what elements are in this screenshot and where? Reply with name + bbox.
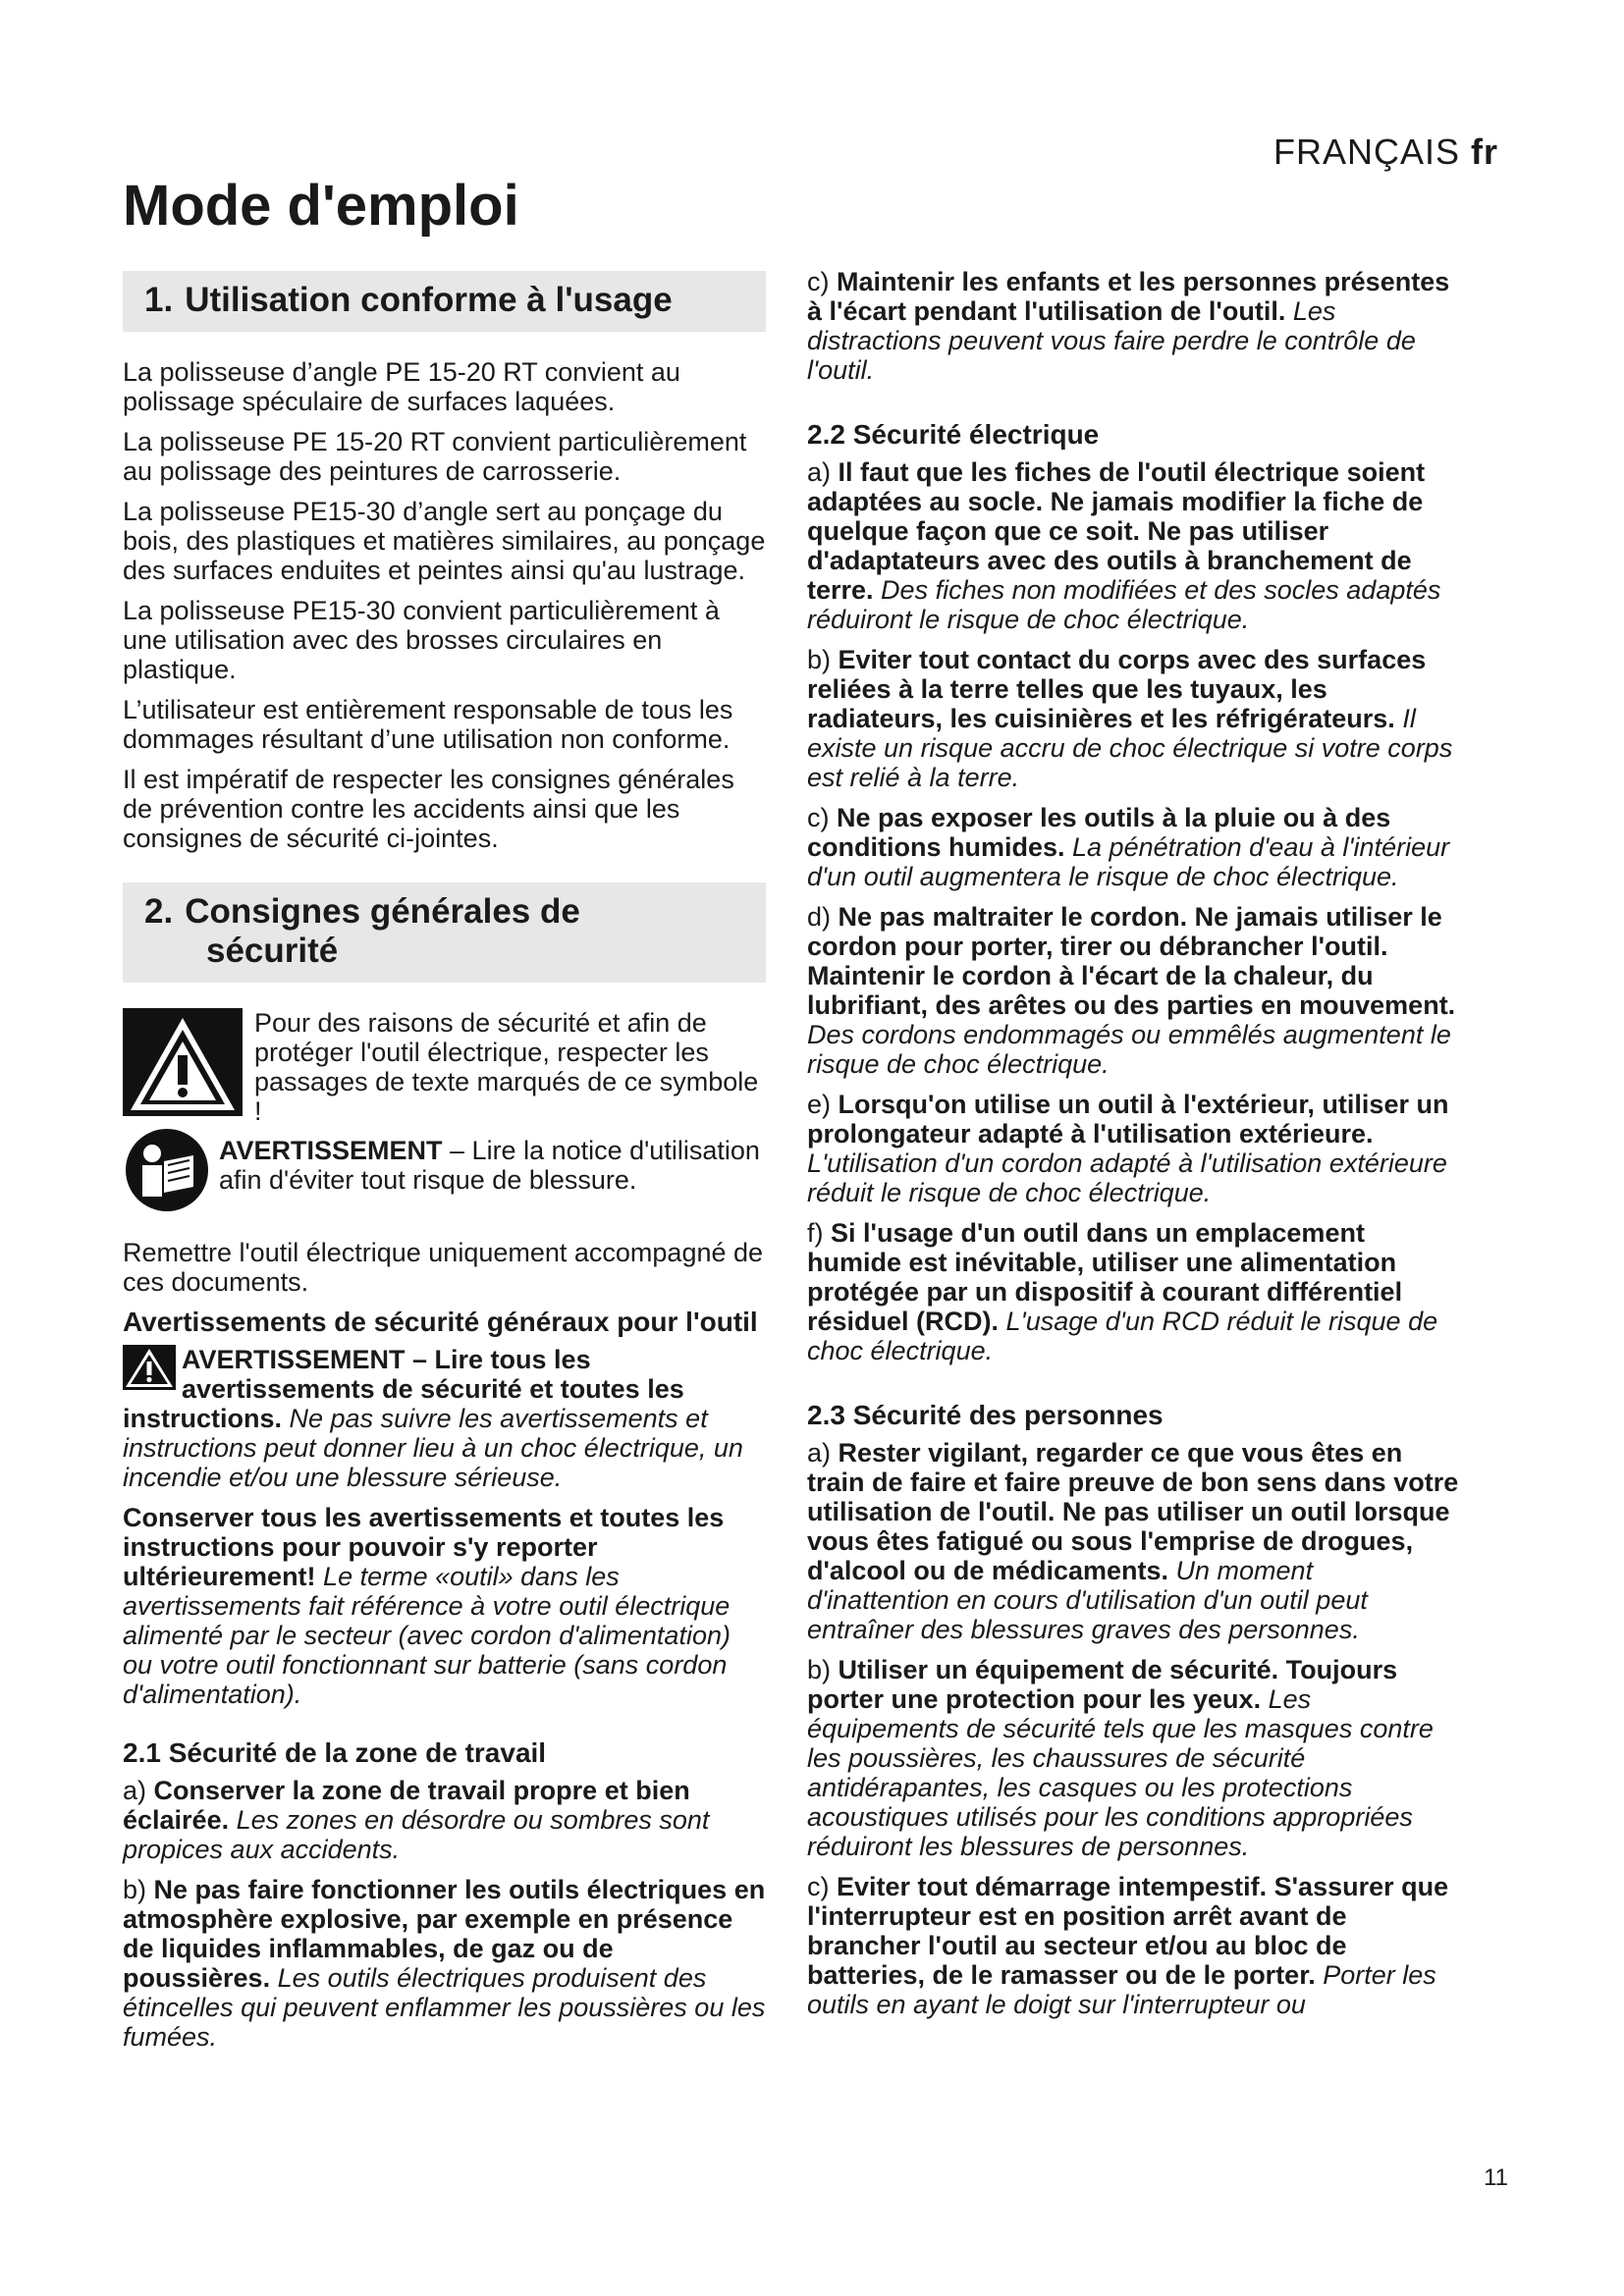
item-italic: Des cordons endommagés ou emmêlés augmentent le risque de choc électrique. [807, 1020, 1451, 1079]
item-italic: La pénétration d'eau à l'intérieur d'un outil augmentera le risque de choc électrique. [807, 832, 1450, 891]
language-label: FRANÇAIS [1272, 132, 1460, 172]
item-bold: Ne pas faire fonctionner les outils électriques en atmosphère explosive, par exemple en présence de liquides inflammables, de gaz ou de poussières. [123, 1875, 766, 1993]
sec22-heading: 2.2 Sécurité électrique [807, 419, 1100, 450]
general-warning-bold: AVERTISSEMENT – Lire tous les avertissements de sécurité et toutes les instructions. [123, 1345, 684, 1433]
item-bold: Eviter tout démarrage intempestif. S'assurer que l'interrupteur est en position arrêt avant de brancher l'outil au secteur et/ou au bloc de batteries, de le ramasser ou de le porter. [807, 1872, 1449, 1990]
sec23-heading: 2.3 Sécurité des personnes [807, 1400, 1164, 1430]
section-2-title-line2: sécurité [206, 932, 339, 970]
item-letter: b) [807, 645, 832, 674]
keep-instructions-bold: Conserver tous les avertissements et toutes les instructions pour pouvoir s'y reporter ultérieurement! [123, 1503, 725, 1591]
item-italic: Il existe un risque accru de choc électrique si votre corps est relié à la terre. [807, 704, 1453, 792]
sec1-paragraph: La polisseuse PE15-30 convient particulièrement à une utilisation avec des brosses circulaires en plastique. [123, 596, 720, 684]
section-2-heading [123, 882, 766, 983]
sec22-item [807, 803, 1460, 891]
section-2-number: 2. [144, 892, 174, 931]
item-bold: Rester vigilant, regarder ce que vous êtes en train de faire et faire preuve de bon sens dans votre utilisation de l'outil. Ne pas utiliser un outil lorsque vous êtes fatigué ou sous l'emprise de drogues, d'alcool ou de médicaments. [807, 1438, 1459, 1585]
item-bold: Ne pas maltraiter le cordon. Ne jamais utiliser le cordon pour porter, tirer ou débrancher l'outil. Maintenir le cordon à l'écart de la chaleur, du lubrifiant, des arêtes ou des parties en mouvement. [807, 902, 1456, 1020]
sec1-paragraph: La polisseuse PE 15-20 RT convient particulièrement au polissage des peintures de carrosserie. [123, 427, 747, 486]
warning-triangle-icon [123, 1008, 243, 1116]
item-bold: Conserver la zone de travail propre et bien éclairée. [123, 1776, 690, 1835]
language-code: fr [1471, 132, 1498, 172]
item-bold: Eviter tout contact du corps avec des surfaces reliées à la terre telles que les tuyaux, les radiateurs, les cuisinières et les réfrigérateurs. [807, 645, 1427, 733]
sec1-paragraph: Il est impératif de respecter les consignes générales de prévention contre les accidents ainsi que les consignes de sécurité ci-jointes. [123, 765, 734, 853]
item-bold: Ne pas exposer les outils à la pluie ou à des conditions humides. [807, 803, 1391, 862]
item-letter: c) [807, 803, 830, 832]
sec22-item [807, 1090, 1460, 1207]
sec22-item [807, 1218, 1460, 1365]
item-letter: c) [807, 267, 830, 296]
item-italic: Les zones en désordre ou sombres sont propices aux accidents. [123, 1805, 710, 1864]
sec21-item [807, 267, 1460, 385]
page-number: 11 [1484, 2164, 1508, 2191]
item-italic: L'usage d'un RCD réduit le risque de choc électrique. [807, 1307, 1438, 1365]
item-bold: Il faut que les fiches de l'outil électrique soient adaptées au socle. Ne jamais modifier la fiche de quelque façon que ce soit. Ne pas utiliser d'adaptateurs avec des outils à branchement de terre. [807, 457, 1426, 605]
sec23-item [807, 1655, 1460, 1861]
item-italic: Porter les outils en ayant le doigt sur l'interrupteur ou [807, 1960, 1436, 2019]
symbol-note [123, 1008, 766, 1126]
sec1-paragraph: La polisseuse d’angle PE 15-20 RT convient au polissage spéculaire de surfaces laquées. [123, 357, 680, 416]
symbol-note-text: Pour des raisons de sécurité et afin de protéger l'outil électrique, respecter les passages de texte marqués de ce symbole ! [254, 1008, 759, 1126]
item-letter: b) [123, 1875, 147, 1904]
manual-warning-label: AVERTISSEMENT [219, 1136, 443, 1165]
general-warning-italic: Ne pas suivre les avertissements et instructions peut donner lieu à un choc électrique, un incendie et/ou une blessure sérieuse. [123, 1404, 743, 1492]
item-italic: L'utilisation d'un cordon adapté à l'utilisation extérieure réduit le risque de choc électrique. [807, 1148, 1447, 1207]
item-bold: Utiliser un équipement de sécurité. Toujours porter une protection pour les yeux. [807, 1655, 1398, 1714]
sec23-item [807, 1872, 1460, 2019]
sec22-item [807, 645, 1460, 792]
item-letter: a) [807, 457, 832, 487]
item-letter: a) [123, 1776, 147, 1805]
sec23-item [807, 1438, 1460, 1644]
item-letter: d) [807, 902, 832, 932]
section-2-title-line1: Consignes générales de [185, 892, 580, 931]
keep-instructions-italic: Le terme «outil» dans les avertissements fait référence à votre outil électrique alimenté par le secteur (avec cordon d'alimentation) ou votre outil fonctionnant sur batterie (sans cordon d'alimentation). [123, 1562, 731, 1709]
manual-warning [123, 1136, 766, 1214]
sec1-paragraph: La polisseuse PE15-30 d’angle sert au ponçage du bois, des plastiques et matières similaires, au ponçage des surfaces enduites et peintes ainsi qu'au lustrage. [123, 497, 766, 585]
right-column [807, 267, 1460, 2030]
warning-triangle-icon [123, 1345, 176, 1390]
header-language [1273, 132, 1498, 173]
section-1-number: 1. [144, 281, 174, 319]
section-1-title: Utilisation conforme à l'usage [185, 281, 673, 319]
sec21-heading: 2.1 Sécurité de la zone de travail [123, 1737, 547, 1768]
item-italic: Un moment d'inattention en cours d'utilisation d'un outil peut entraîner des blessures graves des personnes. [807, 1556, 1368, 1644]
item-bold: Si l'usage d'un outil dans un emplacement humide est inévitable, utiliser une alimentation protégée par un dispositif à courant différentiel résiduel (RCD). [807, 1218, 1403, 1336]
sec22-item [807, 457, 1460, 634]
page-title: Mode d'emploi [123, 174, 519, 238]
keep-instructions [123, 1503, 766, 1709]
item-italic: Les distractions peuvent vous faire perdre le contrôle de l'outil. [807, 296, 1416, 385]
general-warning [123, 1345, 766, 1492]
item-italic: Les équipements de sécurité tels que les masques contre les poussières, les chaussures de sécurité antidérapantes, les casques ou les protections acoustiques utilisés pour les conditions appropriées réduiront les blessures de personnes. [807, 1684, 1434, 1861]
handover-note: Remettre l'outil électrique uniquement accompagné de ces documents. [123, 1238, 764, 1297]
item-letter: b) [807, 1655, 832, 1684]
section-1-heading [123, 271, 766, 332]
item-italic: Les outils électriques produisent des étincelles qui peuvent enflammer les poussières ou les fumées. [123, 1963, 766, 2052]
left-column [123, 267, 766, 2062]
manual-warning-text: – Lire la notice d'utilisation afin d'éviter tout risque de blessure. [219, 1136, 760, 1195]
sec22-item [807, 902, 1460, 1079]
sec21-item [123, 1875, 766, 2052]
sec21-item [123, 1776, 766, 1864]
sec1-paragraph: L’utilisateur est entièrement responsable de tous les dommages résultant d’une utilisation non conforme. [123, 695, 733, 754]
item-letter: f) [807, 1218, 824, 1248]
item-italic: Des fiches non modifiées et des socles adaptés réduiront le risque de choc électrique. [807, 575, 1441, 634]
item-bold: Lorsqu'on utilise un outil à l'extérieur, utiliser un prolongateur adapté à l'utilisation extérieure. [807, 1090, 1449, 1148]
read-manual-icon [123, 1126, 211, 1214]
item-bold: Maintenir les enfants et les personnes présentes à l'écart pendant l'utilisation de l'outil. [807, 267, 1450, 326]
item-letter: e) [807, 1090, 832, 1119]
item-letter: c) [807, 1872, 830, 1901]
item-letter: a) [807, 1438, 832, 1468]
general-warnings-heading: Avertissements de sécurité généraux pour l'outil [123, 1307, 758, 1337]
